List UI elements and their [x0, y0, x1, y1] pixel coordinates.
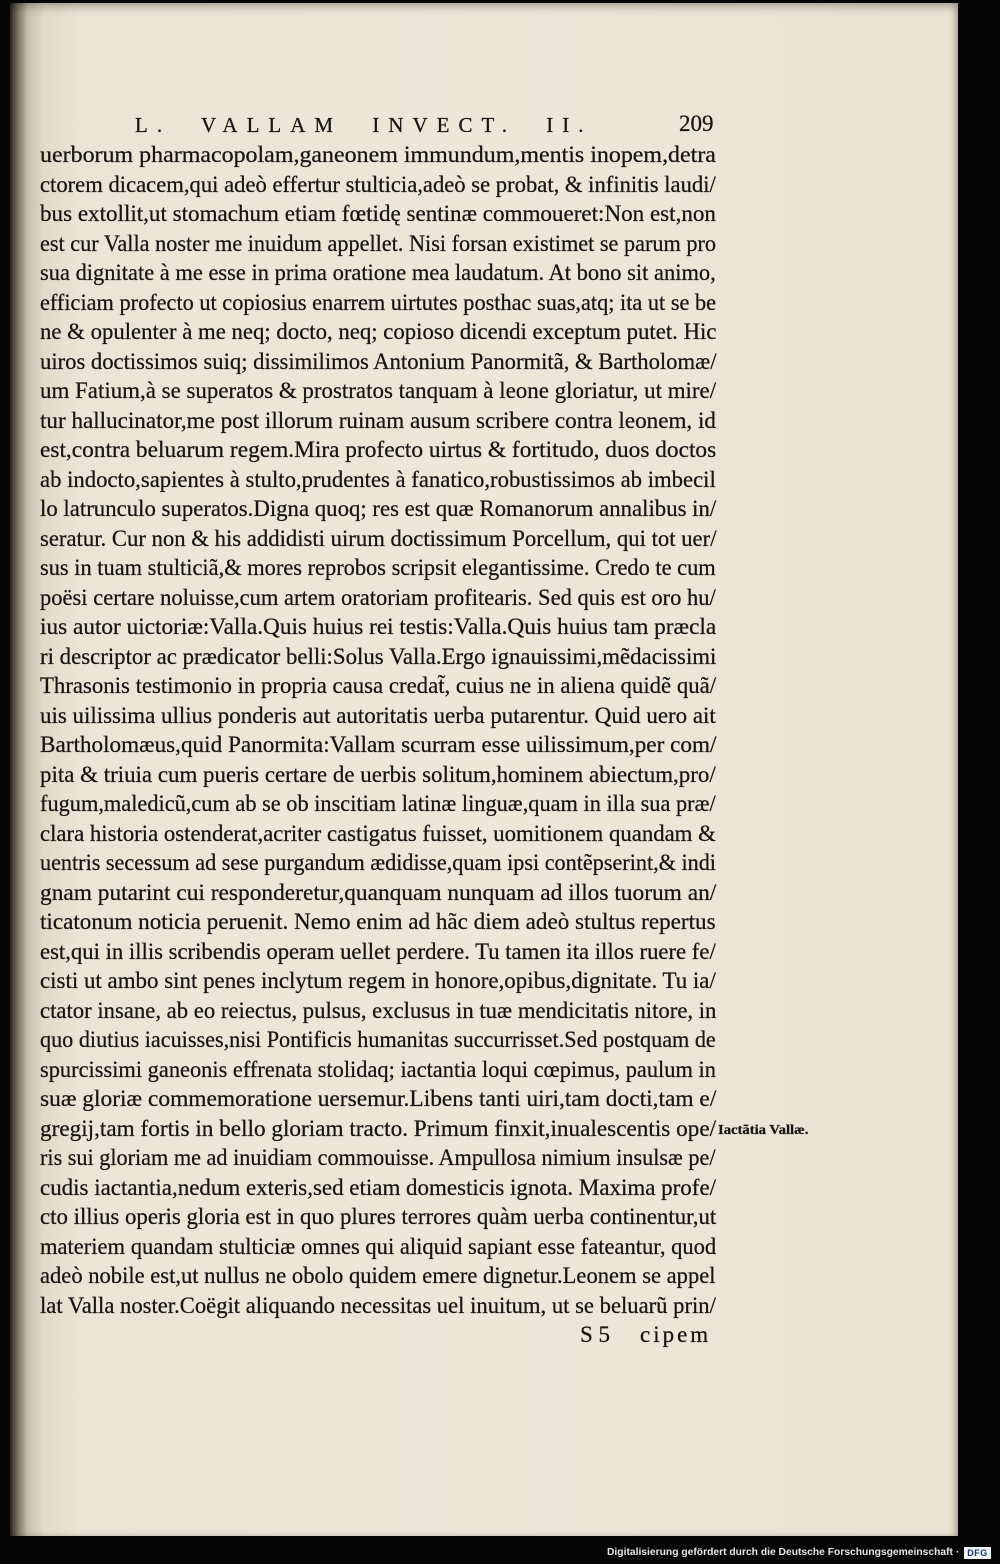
text-line: ab indocto,sapientes à stulto,prudentes à fanatico,robustissimos ab imbecil	[40, 466, 716, 492]
text-line: quo diutius iacuisses,nisi Pontificis humanitas succurrisset.Sed postquam de	[40, 1027, 716, 1052]
text-line: suæ gloriæ commemoratione uersemur.Libens tanti uiri,tam docti,tam e/	[40, 1086, 717, 1111]
text-line: cudis iactantia,nedum exteris,sed etiam domesticis ignota. Maxima profe/	[40, 1174, 717, 1200]
text-line: efficiam profecto ut copiosius enarrem uirtutes posthac suas,atq; ita ut se be	[40, 289, 717, 315]
text-line: fugum,maledicũ,cum ab se ob inscitiam latinæ linguæ,quam in illa sua præ/	[40, 791, 716, 816]
text-line: ctorem dicacem,qui adeò effertur stulticia,adeò se probat, & infinitis laudi/	[40, 171, 716, 197]
text-line: cisti ut ambo sint penes inclytum regem in honore,opibus,dignitate. Tu ia/	[40, 968, 716, 993]
text-line: poësi certare noluisse,cum artem oratoriam profitearis. Sed quis est oro hu/	[40, 584, 716, 610]
text-line: ne & opulenter à me neq; docto, neq; copioso dicendi exceptum putet. Hic	[40, 319, 717, 344]
page-number: 209	[679, 111, 714, 136]
text-line: seratur. Cur non & his addidisti uirum doctissimum Porcellum, qui tot uer/	[40, 525, 717, 551]
text-line: ctator insane, ab eo reiectus, pulsus, exclusus in tuæ mendicitatis nitore, in	[40, 997, 717, 1023]
dfg-logo: DFG	[964, 1547, 991, 1559]
text-line: uis uilissima ullius ponderis aut autoritatis uerba putarentur. Quid uero ait	[40, 702, 716, 728]
text-line: cto illius operis gloria est in quo plures terrores quàm uerba continentur,ut	[40, 1204, 717, 1229]
text-line: uentris secessum ad sese purgandum ædidisse,quam ipsi contẽpserint,& indi	[40, 850, 716, 875]
footer-credit: Digitalisierung gefördert durch die Deutsche Forschungsgemeinschaft ·	[607, 1547, 960, 1558]
text-line: est,contra beluarum regem.Mira profecto uirtus & fortitudo, duos doctos	[40, 437, 717, 462]
text-line: ticatonum noticia peruenit. Nemo enim ad hãc diem adeò stultus repertus	[40, 909, 716, 934]
catchword: cipem	[640, 1322, 712, 1347]
text-line: est,qui in illis scribendis operam uellet perdere. Tu tamen ita illos ruere fe/	[40, 938, 716, 964]
text-line: ris sui gloriam me ad inuidiam commouisse. Ampullosa nimium insulsæ pe/	[40, 1145, 716, 1170]
marginal-note: Iactãtia Vallæ.	[718, 1123, 809, 1138]
text-line: bus extollit,ut stomachum etiam fœtidę sentinæ commoueret:Non est,non	[40, 201, 716, 226]
text-line: ius autor uictoriæ:Valla.Quis huius rei testis:Valla.Quis huius tam præcla	[40, 614, 717, 639]
text-line: spurcissimi ganeonis effrenata stolidaq; iactantia loqui cœpimus, paulum in	[40, 1056, 716, 1082]
text-line: adeò nobile est,ut nullus ne obolo quidem emere dignetur.Leonem se appel	[40, 1263, 716, 1288]
text-line: pita & triuia cum pueris certare de uerbis solitum,hominem abiectum,pro/	[40, 761, 716, 787]
main-text-block	[40, 140, 716, 1350]
text-line: lo latrunculo superatos.Digna quoq; res est quæ Romanorum annalibus in/	[40, 496, 717, 521]
text-line: tur hallucinator,me post illorum ruinam ausum scribere contra leonem, id	[40, 407, 716, 433]
text-line: sus in tuam stulticiã,& mores reprobos scripsit elegantissime. Credo te cum	[40, 555, 716, 580]
text-line: gnam putarint cui responderetur,quanquam nunquam ad illos tuorum an/	[40, 879, 717, 905]
text-line: est cur Valla noster me inuidum appellet. Nisi forsan existimet se parum pro	[40, 230, 717, 256]
text-line: gregij,tam fortis in bello gloriam tracto. Primum finxit,inualescentis ope/	[40, 1115, 717, 1141]
text-line: materiem quandam stulticiæ omnes qui aliquid sapiant esse fateantur, quod	[40, 1233, 717, 1259]
text-line: um Fatium,à se superatos & prostratos tanquam à leone gloriatur, ut mire/	[40, 378, 717, 403]
text-line: ri descriptor ac prædicator belli:Solus Valla.Ergo ignauissimi,mẽdacissimi	[40, 643, 717, 669]
text-line: lat Valla noster.Coëgit aliquando necessitas uel inuitum, ut se beluarũ prin/	[40, 1292, 716, 1318]
catchword-line	[40, 1320, 716, 1350]
signature-mark: S 5	[580, 1322, 611, 1347]
text-line: sua dignitate à me esse in prima oratione mea laudatum. At bono sit animo,	[40, 260, 716, 285]
text-line: Thrasonis testimonio in propria causa credat̃, cuius ne in aliena quidẽ quã/	[40, 673, 717, 698]
text-line: clara historia ostenderat,acriter castigatus fuisset, uomitionem quandam &	[40, 820, 716, 846]
text-line: uiros doctissimos suiq; dissimilimos Antonium Panormitã, & Bartholomæ/	[40, 348, 717, 374]
running-title: L. VALLAM INVECT. II.	[135, 113, 593, 137]
text-line: uerborum pharmacopolam,ganeonem immundum,mentis inopem,detra	[40, 142, 716, 167]
text-line: Bartholomæus,quid Panormita:Vallam scurram esse uilissimum,per com/	[40, 732, 717, 757]
